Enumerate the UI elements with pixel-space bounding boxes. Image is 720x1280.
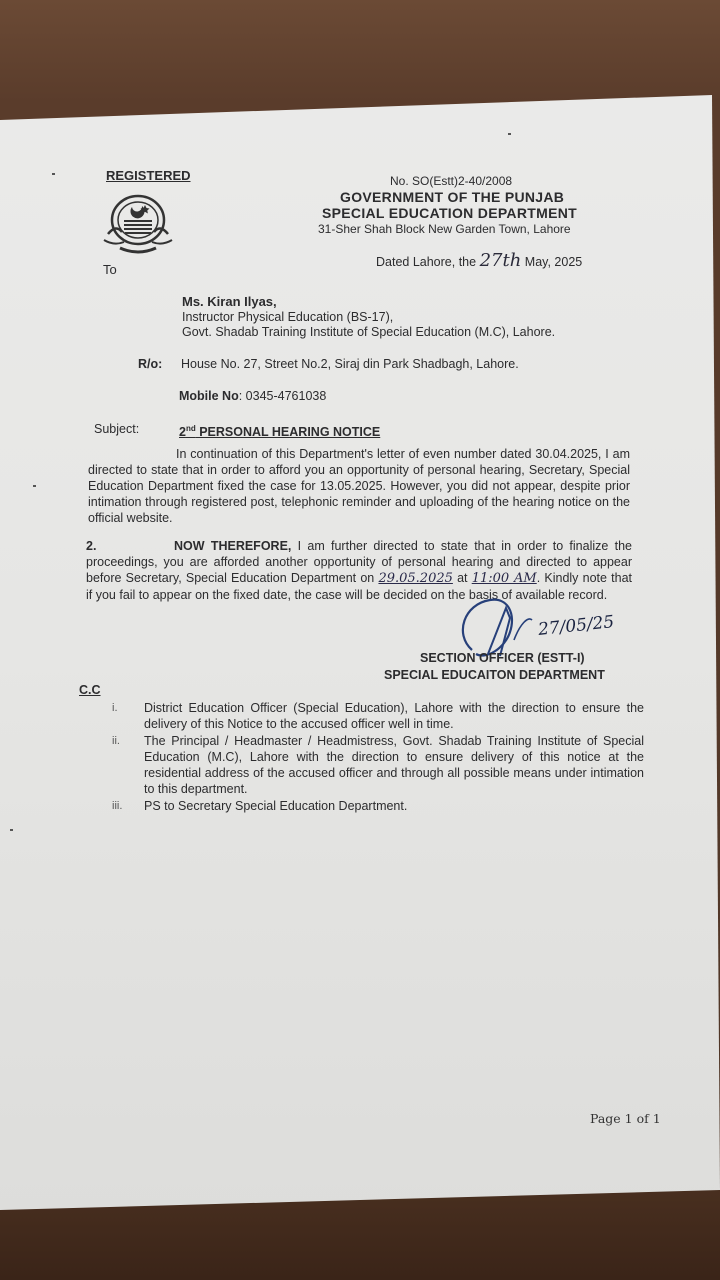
mobile-label: Mobile No — [179, 389, 239, 403]
government-heading: GOVERNMENT OF THE PUNJAB — [340, 189, 565, 205]
registered-label: REGISTERED — [106, 168, 191, 183]
subject-ordinal: 2 — [179, 425, 186, 440]
recipient-name: Ms. Kiran Ilyas, — [182, 294, 277, 309]
list-item — [108, 798, 644, 814]
paragraph-1-text: In continuation of this Department's letter of even number dated 30.04.2025, I am directed to state that in order to afford you an opportunity of personal hearing, Secretary, Special Education Department fixed the case for 13.05.2025. However, you did not appear, despite prior intimation through registered post, telephonic reminder and uploading of the hearing notice on the official website. — [88, 447, 630, 525]
paragraph-1 — [88, 446, 630, 526]
cc-item-number: iii. — [112, 800, 123, 812]
department-address: 31-Sher Shah Block New Garden Town, Lahore — [318, 222, 571, 236]
paragraph-2-lead: NOW THEREFORE, — [174, 539, 292, 553]
residence-address: House No. 27, Street No.2, Siraj din Park Shadbagh, Lahore. — [181, 357, 519, 371]
cc-item-text: The Principal / Headmaster / Headmistress, Govt. Shadab Training Institute of Special Education (M.C), Lahore with the direction to ensure delivery of this notice at the residential address of the accused officer and through all possible means under intimation to this department. — [144, 734, 644, 796]
signatory-title: SECTION OFFICER (ESTT-I) — [420, 651, 585, 665]
punjab-government-emblem-icon — [100, 190, 176, 256]
speck — [33, 485, 36, 487]
department-heading: SPECIAL EDUCATION DEPARTMENT — [322, 205, 577, 221]
dated-suffix: May, 2025 — [524, 255, 583, 269]
dated-prefix: Dated Lahore, the — [376, 255, 477, 269]
cc-item-text: PS to Secretary Special Education Department. — [144, 799, 408, 813]
cc-label: C.C — [79, 683, 101, 697]
list-item — [108, 733, 644, 797]
page-number: Page 1 of 1 — [590, 1111, 661, 1126]
cc-item-number: i. — [112, 702, 118, 714]
to-label: To — [103, 262, 117, 277]
cc-item-number: ii. — [112, 735, 120, 747]
handwritten-hearing-time: 11:00 AM — [471, 571, 537, 586]
paragraph-2-text: I am further directed to state that in order to finalize the proceedings, you are afforded another opportunity of personal hearing and directed to appear before Secretary, Special Education Department on — [86, 539, 632, 585]
at-text: at — [452, 571, 472, 585]
signature-date: 27/05/25 — [537, 612, 616, 640]
list-item — [108, 700, 644, 732]
handwritten-day: 27th — [479, 250, 522, 271]
handwritten-hearing-date: 29.05.2025 — [378, 571, 453, 586]
speck — [508, 133, 511, 135]
mobile-line — [179, 389, 326, 403]
subject-label: Subject: — [94, 422, 140, 436]
speck — [10, 829, 13, 831]
letter-number: No. SO(Estt)2-40/2008 — [390, 174, 513, 188]
subject-ordinal-suffix: nd — [185, 424, 196, 433]
paragraph-2-number: 2. — [86, 539, 97, 553]
speck — [52, 173, 55, 175]
subject-text: PERSONAL HEARING NOTICE — [195, 425, 381, 440]
recipient-institute: Govt. Shadab Training Institute of Special Education (M.C), Lahore. — [182, 325, 556, 339]
signatory-department: SPECIAL EDUCAITON DEPARTMENT — [384, 668, 605, 682]
mobile-value: : 0345-4761038 — [238, 389, 327, 403]
paragraph-2-end: . Kindly note that if you fail to appear on the fixed date, the case will be decided on the basis of available record. — [86, 571, 632, 602]
subject-title — [179, 424, 380, 439]
residence-label: R/o: — [138, 357, 163, 371]
cc-list — [108, 700, 644, 815]
recipient-designation: Instructor Physical Education (BS-17), — [182, 310, 394, 324]
cc-item-text: District Education Officer (Special Education), Lahore with the direction to ensure the delivery of this Notice to the accused officer well in time. — [144, 701, 644, 731]
dated-line — [376, 250, 582, 271]
